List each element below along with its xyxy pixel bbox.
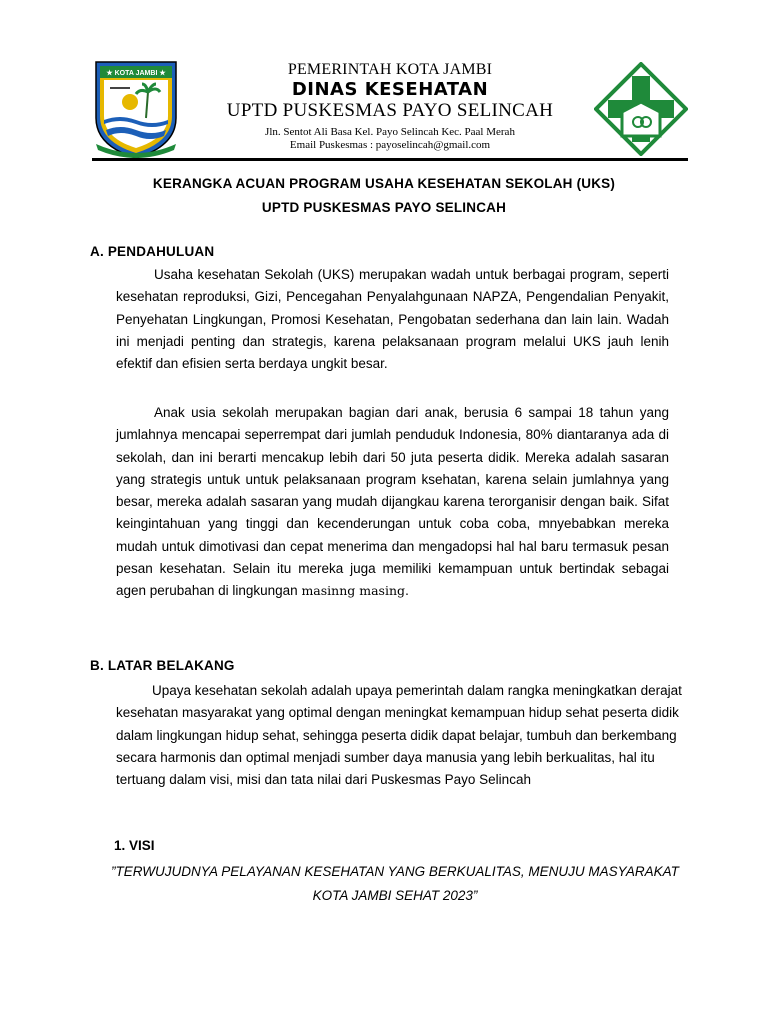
document-subtitle: UPTD PUSKESMAS PAYO SELINCAH [261, 200, 507, 215]
section-a-heading: A. PENDAHULUAN [90, 244, 215, 259]
section-a-paragraph-2-text: Anak usia sekolah merupakan bagian dari anak, berusia 6 sampai 18 tahun yang jumlahnya mencapai seperrempat dari jumlah penduduk Indonesia, 80% diantaranya ada di sekolah, dan ini berarti mencakup lebih dari 50 juta peserta didik. Mereka adalah sasaran yang strategis untuk untuk pelaksanaan program ksehatan, karena selain jumlahnya yang besar, mereka adalah sasaran yang mudah dijangkau karena terorganisir dengan baik. Sifat keingintahuan yang tinggi dan kecenderungan untuk coba coba, mnyebabkan mereka mudah untuk dimotivasi dan cepat menerima dan mengadopsi hal hal baru termasuk pesan pesan kesehatan. Selain itu mereka juga memiliki kemampuan untuk bertindak sebagai agen perubahan di lingkungan [116, 405, 669, 599]
unit-name: UPTD PUSKESMAS PAYO SELINCAH [226, 100, 554, 121]
letterhead [190, 60, 590, 152]
section-a-paragraph-2-end: masinng masing. [301, 583, 409, 599]
section-a-paragraph-2 [116, 402, 669, 603]
section-b-heading: B. LATAR BELAKANG [90, 658, 235, 673]
government-name: PEMERINTAH KOTA JAMBI [287, 61, 493, 78]
visi-statement: ”TERWUJUDNYA PELAYANAN KESEHATAN YANG BERKUALITAS, MENUJU MASYARAKAT KOTA JAMBI SEHAT 2023” [111, 864, 679, 903]
svg-text:★ KOTA JAMBI ★: ★ KOTA JAMBI ★ [106, 70, 166, 77]
section-a-paragraph-1 [116, 264, 669, 375]
department-name: DINAS KESEHATAN [291, 79, 489, 100]
kota-jambi-emblem-icon [90, 58, 182, 160]
puskesmas-cross-logo-icon [594, 62, 688, 156]
section-b-paragraph-1-text: Upaya kesehatan sekolah adalah upaya pemerintah dalam rangka meningkatkan derajat kesehatan masyarakat yang optimal dengan meningkat kemampuan hidup sehat peserta didik dalam lingkungan hidup sehat, sehingga peserta didik dapat belajar, tumbuh dan berkembang secara harmonis dan optimal menjadi sumber daya manusia yang lebih berkualitas, hal itu tertuang dalam visi, misi dan tata nilai dari Puskesmas Payo Selincah [116, 683, 682, 788]
section-b-paragraph-1 [116, 680, 696, 791]
letterhead-divider [92, 158, 688, 161]
document-title: KERANGKA ACUAN PROGRAM USAHA KESEHATAN SEKOLAH (UKS) [152, 176, 616, 191]
visi-heading: 1. VISI [114, 838, 155, 853]
email: Email Puskesmas : payoselincah@gmail.com [289, 139, 491, 151]
section-a-paragraph-1-text: Usaha kesehatan Sekolah (UKS) merupakan wadah untuk berbagai program, seperti kesehatan reproduksi, Gizi, Pencegahan Penyalahgunaan NAPZA, Pengendalian Penyakit, Penyehatan Lingkungan, Promosi Kesehatan, Pengobatan sederhana dan lain lain. Wadah ini menjadi penting dan strategis, karena pelaksanaan program melalui UKS jauh lenih efektif dan efisien serta berdaya ungkit besar. [116, 267, 669, 372]
address: Jln. Sentot Ali Basa Kel. Payo Selincah Kec. Paal Merah [265, 126, 515, 138]
